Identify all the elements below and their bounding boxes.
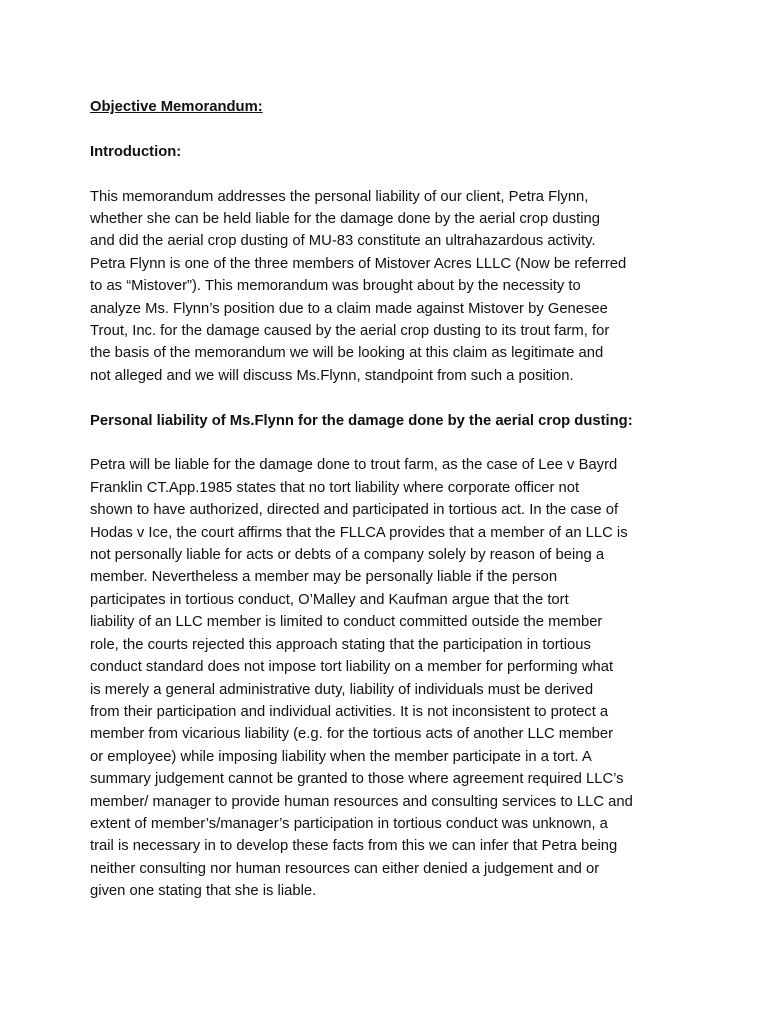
section-line: conduct standard does not impose tort liability on a member for performing what (90, 659, 614, 676)
section-line: participates in tortious conduct, O’Malley and Kaufman argue that the tort (90, 591, 569, 608)
document-title: Objective Memorandum: (90, 99, 263, 115)
intro-line: analyze Ms. Flynn’s position due to a claim made against Mistover by Genesee (90, 300, 608, 317)
section-line: or employee) while imposing liability when the member participate in a tort. A (90, 748, 592, 765)
intro-line: whether she can be held liable for the damage done by the aerial crop dusting (90, 211, 601, 227)
section-line: trail is necessary in to develop these facts from this we can infer that Petra being (90, 838, 618, 855)
section-line: Franklin CT.App.1985 states that no tort liability where corporate officer not (90, 479, 580, 496)
document-body (90, 96, 680, 903)
section-line: not personally liable for acts or debts of a company solely by reason of being a (90, 547, 605, 564)
intro-line: Petra Flynn is one of the three members of Mistover Acres LLLC (Now be referred (90, 255, 627, 272)
spacer (90, 387, 680, 409)
intro-line: to as “Mistover”). This memorandum was brought about by the necessity to (90, 278, 581, 295)
section-line: Hodas v Ice, the court affirms that the FLLCA provides that a member of an LLC is (90, 524, 628, 541)
spacer (90, 432, 680, 454)
section-line: liability of an LLC member is limited to conduct committed outside the member (90, 614, 603, 631)
intro-line: and did the aerial crop dusting of MU-83 constitute an ultrahazardous activity. (90, 233, 596, 250)
spacer (90, 163, 680, 185)
section-line: member/ manager to provide human resources and consulting services to LLC and (90, 793, 633, 810)
section-line: Petra will be liable for the damage done to trout farm, as the case of Lee v Bayrd (90, 457, 618, 474)
intro-paragraph (90, 186, 680, 388)
section-line: role, the courts rejected this approach stating that the participation in tortious (90, 636, 591, 653)
section-line: is merely a general administrative duty, liability of individuals must be derived (90, 681, 594, 698)
intro-line: This memorandum addresses the personal liability of our client, Petra Flynn, (90, 188, 589, 205)
section-heading: Personal liability of Ms.Flynn for the damage done by the aerial crop dusting: (90, 412, 633, 429)
intro-line: not alleged and we will discuss Ms.Flynn, standpoint from such a position. (90, 367, 574, 384)
intro-heading: Introduction: (90, 143, 182, 160)
section-line: neither consulting nor human resources can either denied a judgement and or (90, 860, 600, 877)
section-line: member. Nevertheless a member may be personally liable if the person (90, 569, 558, 586)
liability-paragraph (90, 454, 680, 902)
section-line: member from vicarious liability (e.g. for the tortious acts of another LLC member (90, 726, 614, 743)
spacer (90, 118, 680, 140)
intro-line: Trout, Inc. for the damage caused by the aerial crop dusting to its trout farm, for (90, 323, 610, 340)
section-line: summary judgement cannot be granted to those where agreement required LLC’s (90, 771, 624, 788)
section-line: extent of member’s/manager’s participation in tortious conduct was unknown, a (90, 815, 608, 832)
section-line: from their participation and individual activities. It is not inconsistent to protect a (90, 703, 609, 720)
section-line: shown to have authorized, directed and participated in tortious act. In the case of (90, 502, 619, 519)
section-line: given one stating that she is liable. (90, 883, 317, 900)
intro-line: the basis of the memorandum we will be looking at this claim as legitimate and (90, 345, 604, 362)
